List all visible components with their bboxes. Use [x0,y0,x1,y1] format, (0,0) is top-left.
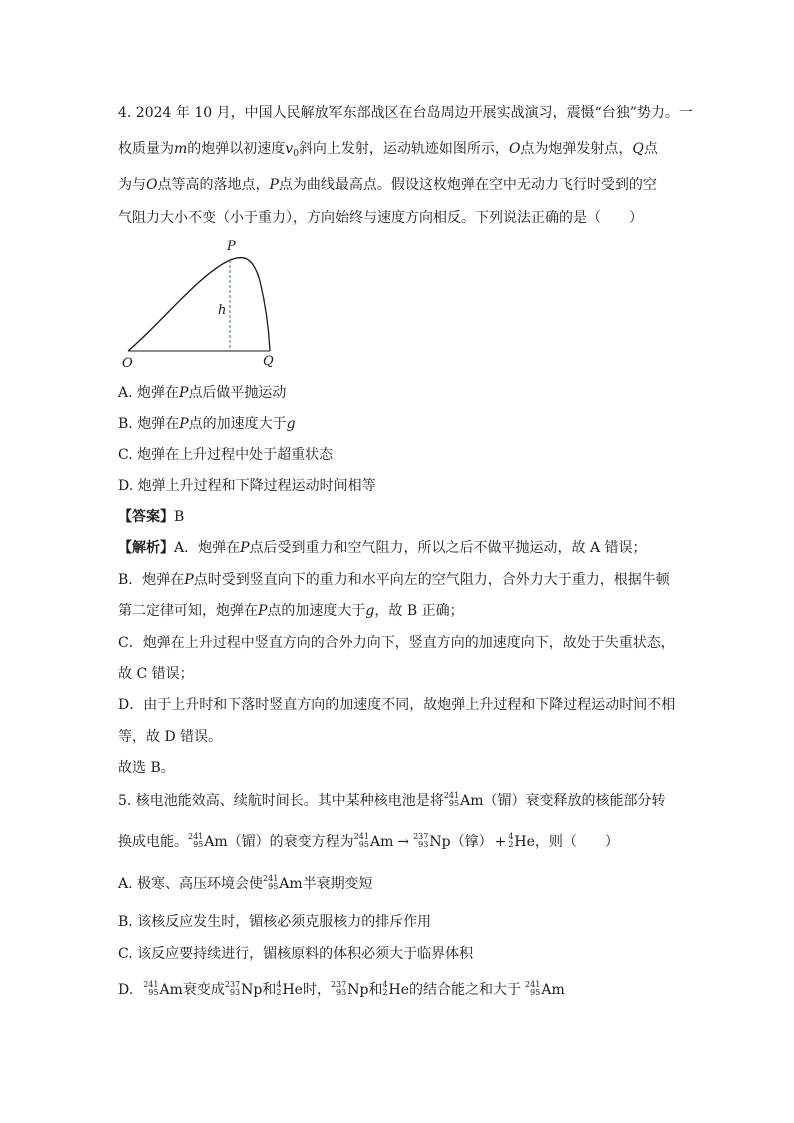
charge-number: 95 [358,840,369,849]
q5-text: （镅）衰变释放的核能部分转 [483,793,666,809]
option-text: 点后做平抛运动 [188,385,287,401]
nuclide-am [354,832,394,852]
analysis-text: D．由于上升时和下落时竖直方向的加速度不同，故炮弹上升过程和下降过程运动时间不相 [118,697,676,713]
option-text: 和 [368,982,383,998]
gravity-symbol: g [365,603,375,619]
mass-number: 241 [188,832,204,841]
point-o-symbol: O [146,177,158,193]
q5-option-b [118,912,688,932]
charge-number: 93 [336,988,347,997]
mass-number: 241 [263,874,279,883]
mass-number: 4 [382,980,388,989]
option-text: 的结合能之和大于 [409,982,522,998]
q4-text: 4. 2024 年 10 月，中国人民解放军东部战区在台岛周边开展实战演习，震慑“台独”势力。一 [118,105,693,121]
analysis-text: ，故 B 正确； [374,603,464,619]
option-text: D. [118,982,134,998]
q5-option-d [118,980,688,1000]
q5-option-a [118,874,688,894]
velocity-subscript: 0 [293,149,299,159]
analysis-text: 第二定律可知，炮弹在 [118,603,258,619]
element-symbol: Np [241,982,263,998]
reaction-arrow: → [397,834,410,850]
option-text: 衰变成 [182,982,225,998]
q5-stem-line-2 [118,832,688,852]
q4-text: 为与 [118,177,146,193]
option-text: C. 该反应要持续进行，镅核原料的体积必须大于临界体积 [118,946,474,962]
trajectory-curve [128,258,270,351]
nuclide-am [525,980,565,1000]
charge-number: 95 [268,882,279,891]
nuclide-am [143,980,183,1000]
q4-stem-line-3 [118,175,688,195]
nuclide-am [444,791,484,811]
mass-number: 241 [525,980,541,989]
mass-number: 241 [443,791,460,800]
q4-conclusion [118,758,688,778]
option-text: B. 炮弹在 [118,416,180,432]
analysis-text: 等，故 D 错误。 [118,729,223,745]
label-p: P [227,239,236,254]
q4-text: 斜向上发射，运动轨迹如图所示， [298,141,509,157]
plus-sign: + [494,834,507,850]
nuclide-am [263,874,303,894]
analysis-text: 点时受到竖直向下的重力和水平向左的空气阻力，合外力大于重力，根据牛顿 [193,572,670,588]
analysis-text: 故 C 错误； [118,666,194,682]
element-symbol: He [282,982,303,998]
option-text: B. 该核反应发生时，镅核必须克服核力的排斥作用 [118,914,432,930]
answer-label: 【答案】 [118,509,174,525]
analysis-text: 点的加速度大于 [267,603,366,619]
analysis-text: C．炮弹在上升过程中竖直方向的合外力向下，竖直方向的加速度向下，故处于失重状态， [118,635,675,651]
nuclide-he [508,832,535,852]
gravity-symbol: g [286,416,296,432]
q4-option-b [118,414,688,434]
nuclide-np [413,832,451,852]
mass-symbol: m [174,141,188,157]
point-q-symbol: Q [632,141,644,157]
q4-text: 点为曲线最高点。假设这枚炮弹在空中无动力飞行时受到的空 [278,177,657,193]
point-o-symbol: O [508,141,521,157]
nuclide-he [276,980,303,1000]
q5-text: （镅）的衰变方程为 [227,834,354,850]
q4-analysis-c-1 [118,633,688,653]
label-q: Q [263,354,274,369]
element-symbol: Np [347,982,369,998]
q4-option-d [118,476,688,496]
q4-analysis-d-1 [118,695,688,715]
q5-text: ，则（ ） [534,834,619,850]
mass-number: 4 [508,832,514,841]
element-symbol: He [388,982,410,998]
element-symbol: Am [279,876,303,892]
mass-number: 237 [413,832,429,841]
point-p-symbol: P [258,603,268,619]
q4-analysis-a [118,538,688,558]
charge-number: 95 [148,988,159,997]
q4-text: 点 [643,141,658,157]
option-text: 半衰期变短 [302,876,373,892]
element-symbol: Am [204,834,228,850]
q4-option-a [118,383,688,403]
q4-analysis-c-2 [118,664,688,684]
charge-number: 2 [276,988,282,997]
option-text: 和 [262,982,277,998]
point-p-symbol: P [179,416,189,432]
option-text: A. 极寒、高压环境会使 [118,876,264,892]
option-text: 点的加速度大于 [188,416,287,432]
charge-number: 93 [418,840,429,849]
q4-text: 点为炮弹发射点， [520,141,633,157]
charge-number: 2 [382,988,388,997]
charge-number: 95 [193,840,204,849]
point-p-symbol: P [240,540,250,556]
nuclide-np [225,980,263,1000]
q5-option-c [118,944,688,964]
option-text: D. 炮弹上升过程和下降过程运动时间相等 [118,478,376,494]
q4-answer [118,507,688,527]
charge-number: 2 [508,840,514,849]
label-o: O [122,356,133,371]
charge-number: 93 [229,988,241,997]
trajectory-diagram [118,236,288,372]
option-text: C. 炮弹在上升过程中处于超重状态 [118,447,334,463]
option-text: 时， [302,982,331,998]
element-symbol: Am [460,793,484,809]
element-symbol: Np [429,834,451,850]
element-symbol: He [514,834,535,850]
q4-text: 枚质量为 [118,141,174,157]
element-symbol: Am [159,982,183,998]
q4-analysis-b-1 [118,570,688,590]
nuclide-np [331,980,369,1000]
label-h: h [218,303,227,318]
q4-stem-line-4 [118,208,688,228]
point-p-symbol: P [179,385,189,401]
q4-text: 气阻力大小不变（小于重力），方向始终与速度方向相反。下列说法正确的是（ ） [118,210,643,226]
nuclide-am [188,832,228,852]
q4-text: 的炮弹以初速度 [187,141,286,157]
q4-stem-line-2 [118,139,688,164]
mass-number: 237 [330,980,347,989]
mass-number: 241 [353,832,369,841]
element-symbol: Am [541,982,565,998]
element-symbol: Am [369,834,394,850]
analysis-text: B．炮弹在 [118,572,185,588]
conclusion-text: 故选 B。 [118,760,175,776]
point-p-symbol: P [269,177,279,193]
charge-number: 95 [448,799,460,808]
q5-stem-line-1 [118,791,688,811]
analysis-text: A．炮弹在 [174,540,241,556]
analysis-text: 点后受到重力和空气阻力，所以之后不做平抛运动，故 A 错误； [249,540,647,556]
mass-number: 4 [276,980,282,989]
answer-value: B [174,509,185,525]
q5-text: （镎） [450,834,493,850]
velocity-symbol: v [285,141,294,157]
point-p-symbol: P [184,572,194,588]
nuclide-he [382,980,409,1000]
q4-stem-line-1 [118,103,693,123]
q4-text: 点等高的落地点， [157,177,270,193]
mass-number: 241 [143,980,159,989]
q4-option-c [118,445,688,465]
analysis-label: 【解析】 [118,540,174,556]
charge-number: 95 [530,988,541,997]
q5-text: 5. 核电池能效高、续航时间长。其中某种核电池是将 [118,793,444,809]
q4-analysis-b-2 [118,601,688,621]
q5-text: 换成电能。 [118,834,188,850]
mass-number: 237 [224,980,241,989]
q4-analysis-d-2 [118,727,688,747]
option-text: A. 炮弹在 [118,385,180,401]
